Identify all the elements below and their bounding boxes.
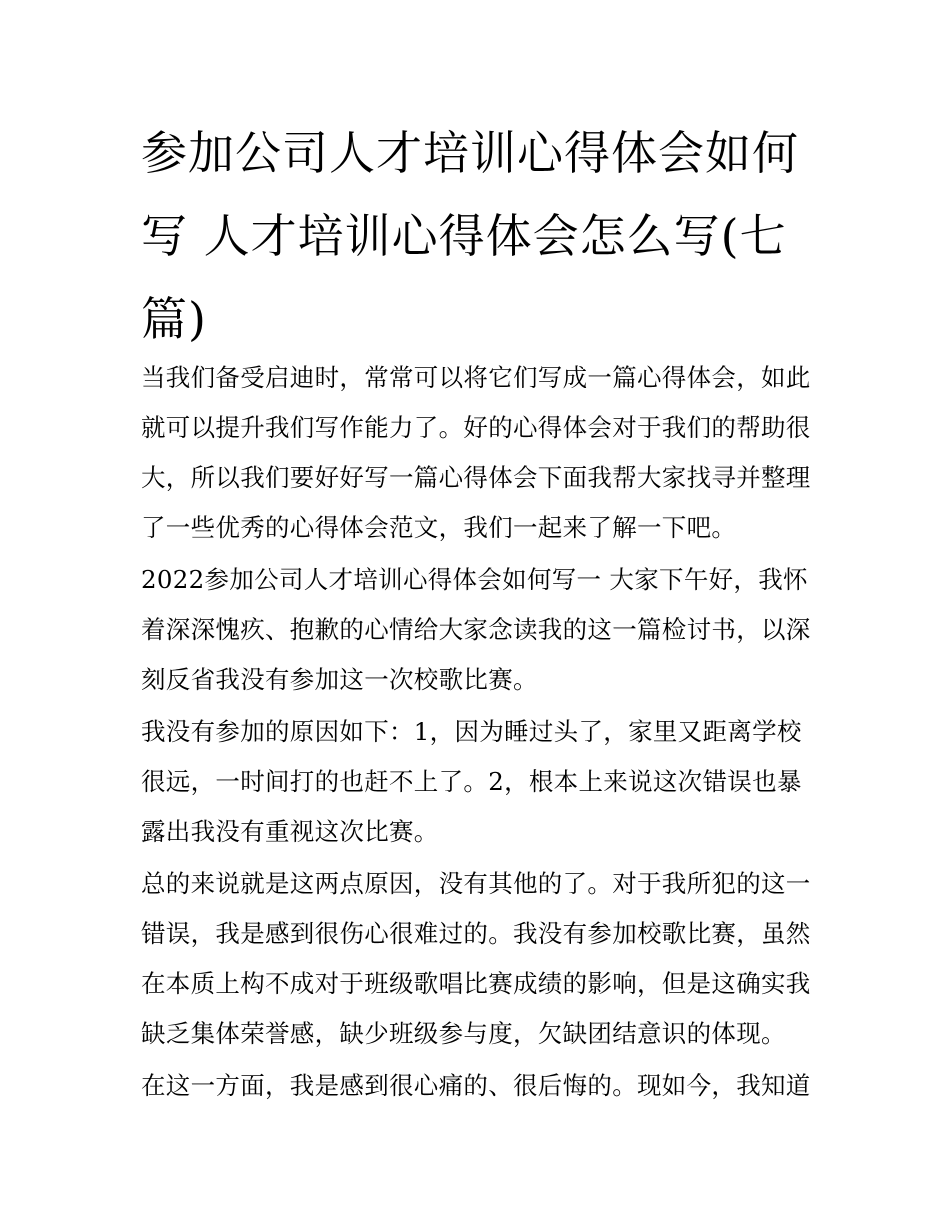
paragraph-intro: 当我们备受启迪时，常常可以将它们写成一篇心得体会，如此就可以提升我们写作能力了。好的心得体会对于我们的帮助很大，所以我们要好好写一篇心得体会下面我帮大家找寻并整理了一些优秀的心得体会范文，我们一起来了解一下吧。 [141,363,811,542]
document-title: 参加公司人才培训心得体会如何写 人才培训心得体会怎么写(七篇) [141,126,799,346]
paragraph-4: 在这一方面，我是感到很心痛的、很后悔的。现如今，我知道 [141,1071,811,1100]
document-body [141,353,817,1111]
paragraph-3: 总的来说就是这两点原因，没有其他的了。对于我所犯的这一错误，我是感到很伤心很难过的。我没有参加校歌比赛，虽然在本质上构不成对于班级歌唱比赛成绩的影响，但是这确实我缺乏集体荣誉感，缺少班级参与度，欠缺团结意识的体现。 [141,869,811,1048]
paragraph-1: 2022参加公司人才培训心得体会如何写一 大家下午好，我怀着深深愧疚、抱歉的心情给大家念读我的这一篇检讨书，以深刻反省我没有参加这一次校歌比赛。 [141,565,811,694]
paragraph-2: 我没有参加的原因如下：1，因为睡过头了，家里又距离学校很远，一时间打的也赶不上了。2，根本上来说这次错误也暴露出我没有重视这次比赛。 [141,717,802,846]
